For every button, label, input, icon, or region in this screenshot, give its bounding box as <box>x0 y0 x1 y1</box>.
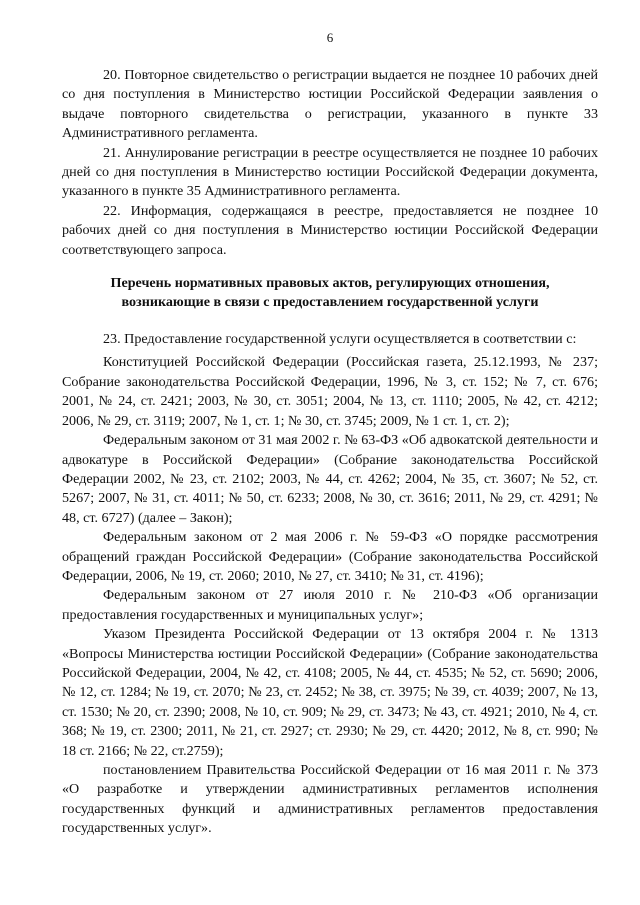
paragraph-22: 22. Информация, содержащаяся в реестре, предоставляется не позднее 10 рабочих дней со дня поступления в Министерство юстиции Российской Федерации соответствующего запроса. <box>62 202 598 258</box>
paragraph-constitution: Конституцией Российской Федерации (Российская газета, 25.12.1993, № 237; Собрание законодательства Российской Федерации, 1996, № 3, ст. 152; № 7, ст. 676; 2001, № 24, ст. 2421; 2003, № 30, ст. 3051; 2004, № 13, ст. 1110; 2005, № 42, ст. 4212; 2006, № 29, ст. 3119; 2007, № 1, ст. 1; № 30, ст. 3745; 2009, № 1 ст. 1, ст. 2); <box>62 354 598 429</box>
paragraph-law-210fz: Федеральным законом от 27 июля 2010 г. № 210-ФЗ «Об организации предоставления государственных и муниципальных услуг»; <box>62 587 598 623</box>
page-number: 6 <box>326 30 334 45</box>
paragraph-decree-1313: Указом Президента Российской Федерации от 13 октября 2004 г. № 1313 «Вопросы Министерства юстиции Российской Федерации» (Собрание законодательства Российской Федерации, 2004, № 42, ст. 4108; 2005, № 44, ст. 4535; № 52, ст. 5690; 2006, № 12, ст. 1284; № 19, ст. 2070; № 23, ст. 2452; № 38, ст. 3975; № 39, ст. 4039; 2007, № 13, ст. 1530; № 20, ст. 2390; 2008, № 10, ст. 909; № 29, ст. 3473; № 43, ст. 4921; 2010, № 4, ст. 368; № 19, ст. 2300; 2011, № 21, ст. 2927; ст. 2930; № 29, ст. 4420; 2012, № 8, ст. 990; № 18 ст. 2166; № 22, ст.2759); <box>62 626 598 759</box>
paragraph-law-63fz: Федеральным законом от 31 мая 2002 г. № 63-ФЗ «Об адвокатской деятельности и адвокатуре в Российской Федерации» (Собрание законодательства Российской Федерации 2002, № 23, ст. 2102; 2003, № 44, ст. 4262; 2004, № 35, ст. 3607; № 52, ст. 5267; 2007, № 31, ст. 4011; № 50, ст. 6233; 2008, № 30, ст. 3616; 2011, № 29, ст. 4291; № 48, ст. 6727) (далее – Закон); <box>62 432 598 526</box>
section-heading-line-2: возникающие в связи с предоставлением государственной услуги <box>121 294 539 311</box>
paragraph-law-59fz: Федеральным законом от 2 мая 2006 г. № 59-ФЗ «О порядке рассмотрения обращений граждан Российской Федерации» (Собрание законодательства Российской Федерации, 2006, № 19, ст. 2060; 2010, № 27, ст. 3410; № 31, ст. 4196); <box>62 529 598 584</box>
document-page <box>62 30 598 839</box>
section-heading <box>62 274 598 312</box>
paragraph-21: 21. Аннулирование регистрации в реестре осуществляется не позднее 10 рабочих дней со дня поступления в Министерство юстиции Российской Федерации документа, указанного в пункте 35 Административного регламента. <box>62 144 598 200</box>
section-heading-line-1: Перечень нормативных правовых актов, регулирующих отношения, <box>110 275 550 292</box>
paragraph-23: 23. Предоставление государственной услуги осуществляется в соответствии с: <box>103 331 577 348</box>
paragraph-20: 20. Повторное свидетельство о регистрации выдается не позднее 10 рабочих дней со дня поступления в Министерство юстиции Российской Федерации заявления о выдаче повторного свидетельства о регистрации, указанного в пункте 33 Административного регламента. <box>62 67 598 142</box>
paragraph-resolution-373: постановлением Правительства Российской Федерации от 16 мая 2011 г. № 373 «О разработке и утверждении административных регламентов исполнения государственных функций и административных регламентов предоставления государственных услуг». <box>62 762 598 837</box>
